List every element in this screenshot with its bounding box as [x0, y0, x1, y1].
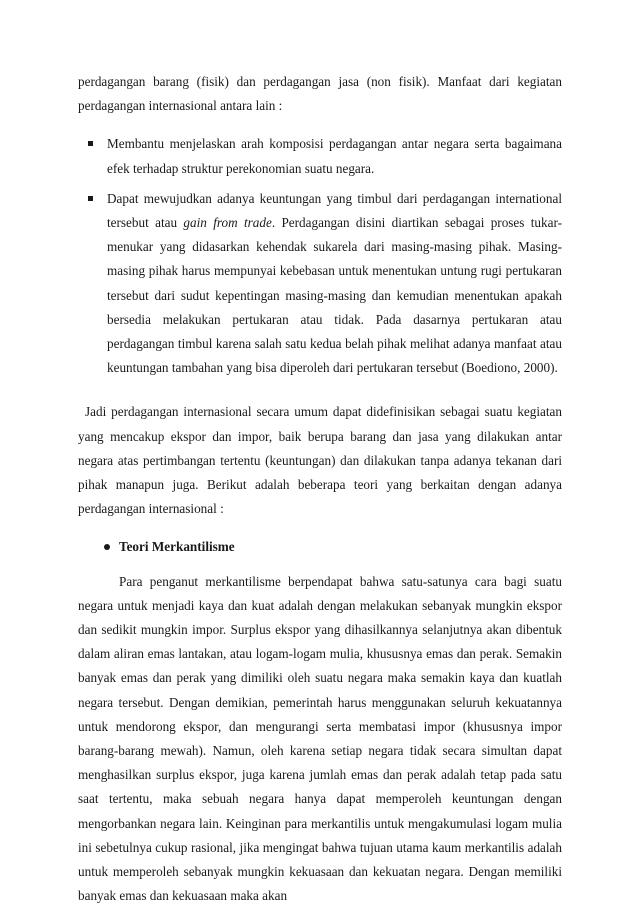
- list-item: [78, 187, 562, 381]
- list-item-text: [107, 187, 562, 381]
- paragraph-intro: perdagangan barang (fisik) dan perdagangan jasa (non fisik). Manfaat dari kegiatan perdagangan internasional antara lain :: [78, 74, 562, 114]
- square-bullet-icon: [88, 196, 93, 201]
- spacer: [78, 386, 562, 400]
- paragraph-definition: Jadi perdagangan internasional secara umum dapat didefinisikan sebagai suatu kegiatan yang mencakup ekspor dan impor, baik berupa barang dan jasa yang dilakukan antar negara atas pertimbangan tertentu (keuntungan) dan dilakukan tanpa adanya tekanan dari pihak manapun juga. Berikut adalah beberapa teori yang berkaitan dengan adanya perdagangan internasional :: [78, 404, 562, 517]
- list-item-italic-term: gain from trade: [183, 215, 272, 231]
- list-item-text-part: Membantu menjelaskan arah komposisi perdagangan antar negara serta bagaimana efek terhadap struktur perekonomian suatu negara.: [107, 136, 562, 176]
- section-heading: [78, 535, 562, 559]
- list-item-text: [107, 132, 562, 180]
- list-item-text-part: . Perdagangan disini diartikan sebagai proses tukar-menukar yang didasarkan kehendak sukarela dari masing-masing pihak. Masing-masing pihak harus mempunyai kebebasan untuk menentukan untung rugi pertukaran tersebut dari sudut kepentingan masing-masing dan kemudian menentukan apakah bersedia melakukan pertukaran atau tidak. Pada dasarnya pertukaran atau perdagangan timbul karena salah satu kedua belah pihak melihat adanya manfaat atau keuntungan tambahan yang bisa diperoleh dari pertukaran tersebut (Boediono, 2000).: [107, 215, 562, 376]
- list-item: [78, 132, 562, 180]
- paragraph-mercantilism: Para penganut merkantilisme berpendapat bahwa satu-satunya cara bagi suatu negara untuk menjadi kaya dan kuat adalah dengan melakukan sebanyak mungkin ekspor dan sedikit mungkin impor. Surplus ekspor yang dihasilkannya selanjutnya akan dibentuk dalam aliran emas lantakan, atau logam-logam mulia, khususnya emas dan perak. Semakin banyak emas dan perak yang dimiliki oleh suatu negara maka semakin kaya dan kuatlah negara tersebut. Dengan demikian, pemerintah harus menggunakan seluruh kekuatannya untuk mendorong ekspor, dan mengurangi serta membatasi impor (khususnya impor barang-barang mewah). Namun, oleh karena setiap negara tidak secara simultan dapat menghasilkan surplus ekspor, juga karena jumlah emas dan perak adalah tetap pada satu saat tertentu, maka sebuah negara hanya dapat memperoleh keuntungan dengan mengorbankan negara lain. Keinginan para merkantilis untuk mengakumulasi logam mulia ini sebetulnya cukup rasional, jika mengingat bahwa tujuan utama kaum merkantilis adalah untuk memperoleh sebanyak mungkin kekuasaan dan kekuatan negara. Dengan memiliki banyak emas dan kekuasaan maka akan: [78, 573, 562, 904]
- section-heading-text: Teori Merkantilisme: [119, 539, 235, 555]
- round-bullet-icon: [104, 544, 110, 550]
- square-bullet-icon: [88, 141, 93, 146]
- benefits-list: [78, 132, 562, 380]
- document-page: [78, 70, 562, 909]
- list-item-text-part: Dapat mewujudkan adanya keuntungan yang timbul dari perdagangan international tersebut atau: [107, 190, 562, 231]
